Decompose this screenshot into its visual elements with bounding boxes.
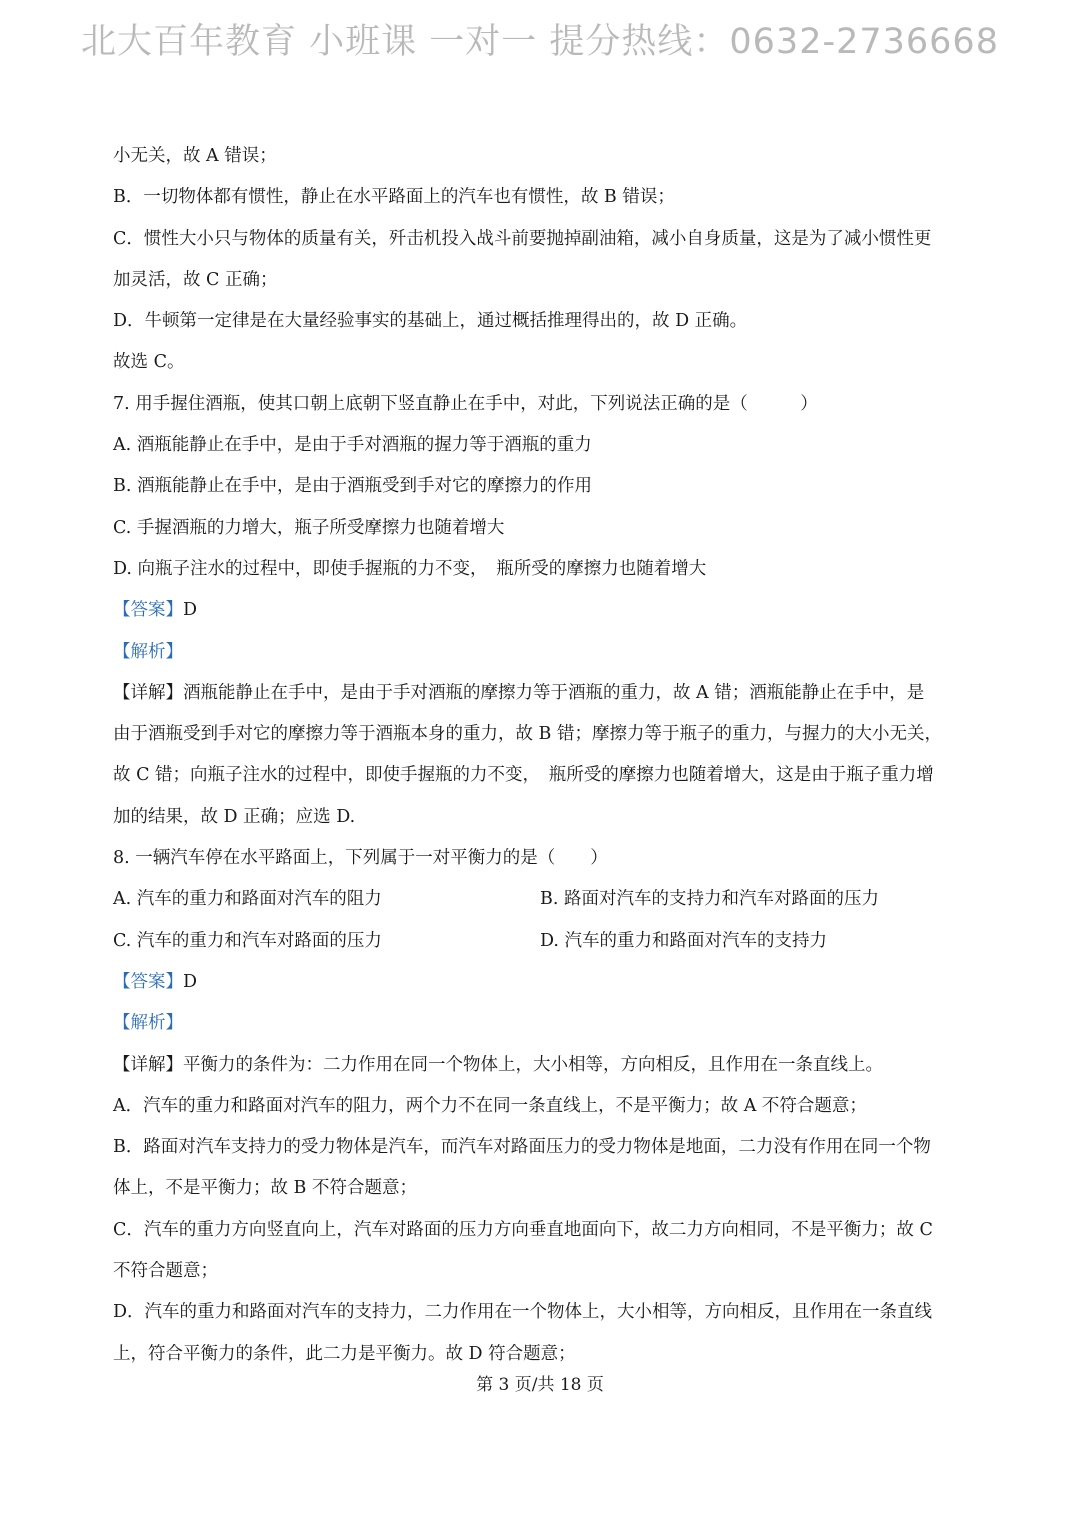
- q8-options-row-1: [113, 879, 975, 920]
- q7-detail-line-2: 由于酒瓶受到手对它的摩擦力等于酒瓶本身的重力，故 B 错；摩擦力等于瓶子的重力，与握力的大小无关，: [113, 724, 942, 745]
- q8-options-row-2: [113, 921, 975, 962]
- q7-option-c: C. 手握酒瓶的力增大，瓶子所受摩擦力也随着增大: [113, 517, 505, 538]
- analysis-tag: 【解析】: [113, 641, 183, 662]
- q8-detail-option-b: B．路面对汽车支持力的受力物体是汽车，而汽车对路面压力的受力物体是地面，二力没有作用在同一个物: [113, 1137, 931, 1158]
- q8-stem: 8. 一辆汽车停在水平路面上，下列属于一对平衡力的是（ ）: [113, 848, 608, 869]
- q8-detail-text: 平衡力的条件为：二力作用在同一个物体上，大小相等，方向相反，且作用在一条直线上。: [183, 1054, 883, 1075]
- q7-answer-value: D: [183, 600, 198, 621]
- q7-detail-text: 酒瓶能静止在手中，是由于手对酒瓶的摩擦力等于酒瓶的重力，故 A 错；酒瓶能静止在手中，是: [183, 682, 925, 703]
- q8-analysis-heading: [113, 1003, 975, 1044]
- q8-answer: [113, 962, 975, 1003]
- document-body: [113, 136, 975, 1375]
- detail-tag: 【详解】: [113, 1054, 183, 1075]
- answer-tag: 【答案】: [113, 600, 183, 621]
- q6-text-line: 小无关，故 A 错误；: [113, 146, 277, 166]
- q8-answer-value: D: [183, 971, 198, 992]
- q8-option-b: B. 路面对汽车的支持力和汽车对路面的压力: [540, 889, 879, 910]
- q7-detail-line-3: 故 C 错；向瓶子注水的过程中，即使手握瓶的力不变， 瓶所受的摩擦力也随着增大，这是由于瓶子重力增: [113, 765, 934, 786]
- q8-detail-line-1: [113, 1045, 975, 1086]
- q6-conclusion: 故选 C。: [113, 352, 185, 373]
- header-watermark: 北大百年教育 小班课 一对一 提分热线：0632-2736668: [81, 22, 999, 62]
- q8-detail-option-d: D．汽车的重力和路面对汽车的支持力，二力作用在一个物体上，大小相等，方向相反，且作用在一条直线: [113, 1302, 933, 1323]
- q7-answer: [113, 590, 975, 631]
- q6-option-c-explanation-cont: 加灵活，故 C 正确；: [113, 269, 278, 290]
- q8-option-c: C. 汽车的重力和汽车对路面的压力: [113, 930, 382, 951]
- q8-detail-option-c-cont: 不符合题意；: [113, 1261, 218, 1282]
- q7-option-d: D. 向瓶子注水的过程中，即使手握瓶的力不变， 瓶所受的摩擦力也随着增大: [113, 558, 707, 579]
- q6-option-b-explanation: B．一切物体都有惯性，静止在水平路面上的汽车也有惯性，故 B 错误；: [113, 187, 675, 208]
- analysis-tag: 【解析】: [113, 1013, 183, 1034]
- q7-analysis-heading: [113, 632, 975, 673]
- q6-option-d-explanation: D．牛顿第一定律是在大量经验事实的基础上，通过概括推理得出的，故 D 正确。: [113, 311, 748, 332]
- q7-detail-line-4: 加的结果，故 D 正确；应选 D.: [113, 806, 356, 827]
- q8-detail-option-b-cont: 体上，不是平衡力；故 B 不符合题意；: [113, 1178, 417, 1199]
- answer-tag: 【答案】: [113, 971, 183, 992]
- q7-stem: 7. 用手握住酒瓶，使其口朝上底朝下竖直静止在手中，对此，下列说法正确的是（ ）: [113, 393, 818, 414]
- q8-detail-option-c: C．汽车的重力方向竖直向上，汽车对路面的压力方向垂直地面向下，故二力方向相同，不是平衡力；故 C: [113, 1219, 933, 1240]
- q7-option-b: B. 酒瓶能静止在手中，是由于酒瓶受到手对它的摩擦力的作用: [113, 476, 592, 497]
- q7-detail-line-1: [113, 673, 975, 714]
- detail-tag: 【详解】: [113, 682, 183, 703]
- q8-option-a: A. 汽车的重力和路面对汽车的阻力: [113, 889, 382, 910]
- q8-option-d: D. 汽车的重力和路面对汽车的支持力: [540, 930, 828, 951]
- q7-option-a: A. 酒瓶能静止在手中，是由于手对酒瓶的握力等于酒瓶的重力: [113, 435, 592, 456]
- page-number-footer: 第 3 页/共 18 页: [476, 1375, 604, 1395]
- q6-option-c-explanation: C．惯性大小只与物体的质量有关，歼击机投入战斗前要抛掉副油箱，减小自身质量，这是为了减小惯性更: [113, 228, 932, 249]
- q8-detail-option-a: A．汽车的重力和路面对汽车的阻力，两个力不在同一条直线上，不是平衡力；故 A 不符合题意；: [113, 1095, 867, 1116]
- q8-detail-option-d-cont: 上，符合平衡力的条件，此二力是平衡力。故 D 符合题意；: [113, 1343, 576, 1364]
